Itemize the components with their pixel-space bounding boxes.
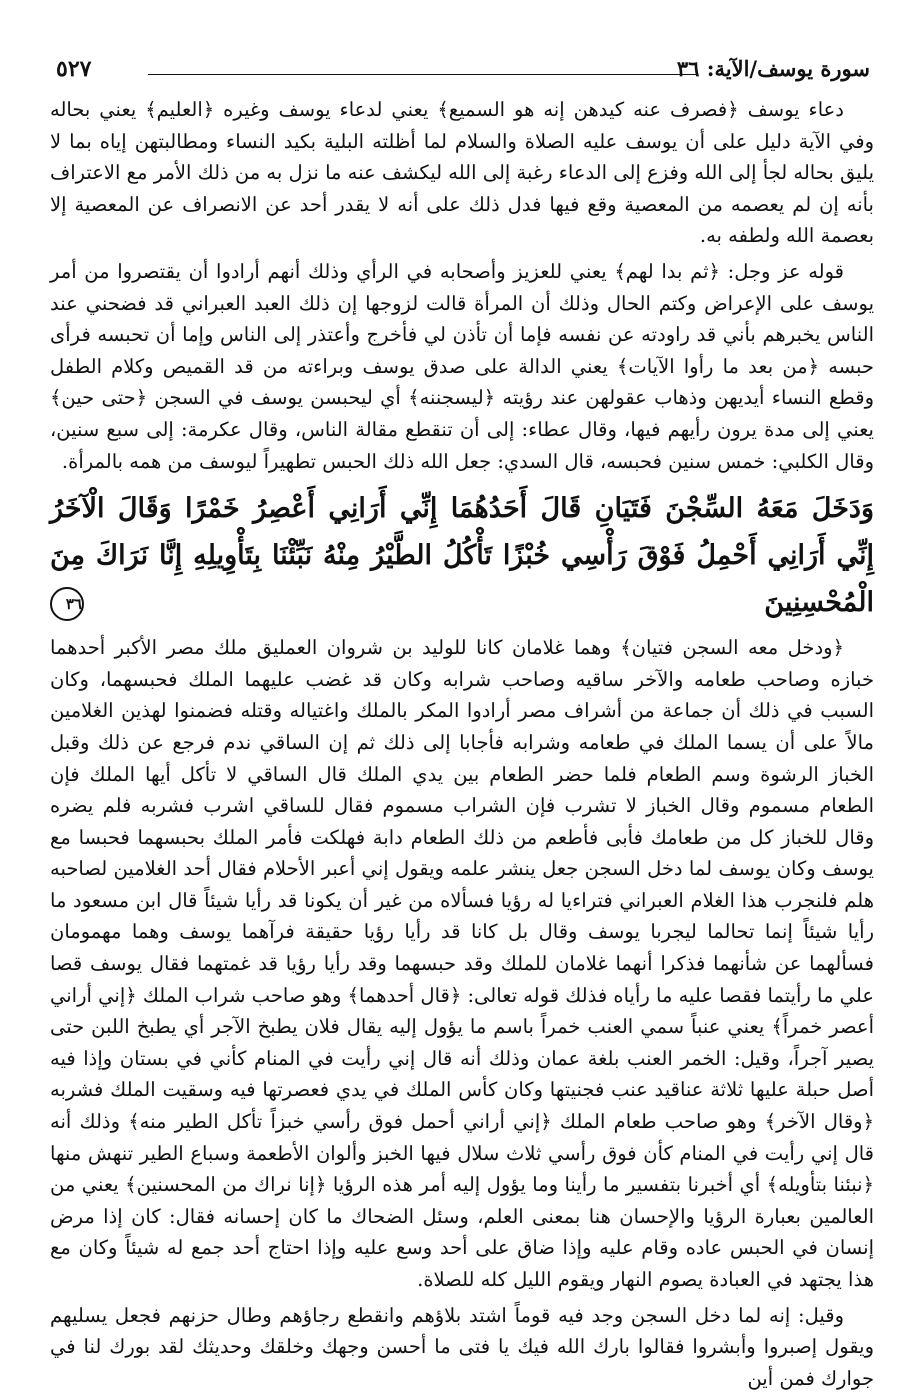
paragraph-2: قوله عز وجل: ﴿ثم بدا لهم﴾ يعني للعزيز وأصحابه في الرأي وذلك أنهم أرادوا أن يقتصروا من أمر يوسف على الإعراض وكتم الحال وذلك أن المرأة قالت لزوجها إن ذلك العبد العبراني قد فضحني عند الناس يخبرهم بأني قد راودته عن نفسه فإما أن تأذن لي فأخرج وأعتذر إلى الناس وإما أن تحبسه فرأى حبسه ﴿من بعد ما رأوا الآيات﴾ يعني الدالة على صدق يوسف وبراءته من قد القميص وكلام الطفل وقطع النساء أيديهن وذهاب عقولهن عند رؤيته ﴿ليسجننه﴾ أي ليحبسن يوسف في السجن ﴿حتى حين﴾ يعني إلى مدة يرون رأيهم فيها، وقال عطاء: إلى أن تنقطع مقالة الناس، وقال عكرمة: إلى سبع سنين، وقال الكلبي: خمس سنين فحبسه، قال السدي: جعل الله ذلك الحبس تطهيراً ليوسف من همه بالمرأة. [50, 259, 874, 473]
verse-text: وَدَخَلَ مَعَهُ السِّجْنَ فَتَيَانِ قَالَ أَحَدُهُمَا إِنِّي أَرَانِي أَعْصِرُ خَمْرًا وَقَالَ الْآخَرُ إِنِّي أَرَانِي أَحْمِلُ فَوْقَ رَأْسِي خُبْزًا تَأْكُلُ الطَّيْرُ مِنْهُ نَبِّئْنَا بِتَأْوِيلِهِ إِنَّا نَرَاكَ مِنَ الْمُحْسِنِينَ [50, 493, 874, 619]
surah-title: سورة يوسف/الآية: ٣٦ [676, 56, 870, 81]
header-rule [148, 74, 696, 75]
commentary-paragraph-1: ﴿ودخل معه السجن فتيان﴾ وهما غلامان كانا للوليد بن شروان العمليق ملك مصر الأكبر أحدهما خبازه وصاحب طعامه والآخر ساقيه وصاحب شرابه وكان قد غضب عليهما الملك فحبسهما، وكان السبب في ذلك أن جماعة من أشراف مصر أرادوا المكر بالملك واغتياله وقتله فضمنوا لهذين الغلامين مالاً على أن يسما الملك في طعامه وشرابه فأجابا إلى ذلك ثم إن الساقي ندم فرجع عن ذلك وقبل الخباز الرشوة وسم الطعام فلما حضر الطعام بين يدي الملك قال الساقي لا تأكل أيها الملك فإن الطعام مسموم وقال الخباز لا تشرب فإن الشراب مسموم فقال للساقي اشرب فشربه فلم يضره وقال للخباز كل من طعامك فأبى فأطعم من ذلك الطعام دابة فهلكت فأمر الملك بحبسهما فحبسا مع يوسف وكان يوسف لما دخل السجن جعل ينشر علمه ويقول إني أعبر الأحلام فقال أحد الغلامين لصاحبه هلم فلنجرب هذا الغلام العبراني فتراءيا له رؤيا فسألاه من غير أن يكونا قد رأيا شيئاً قال ابن مسعود ما رأيا شيئاً إنما تحالما ليجربا يوسف وقال بل كانا قد رأيا رؤيا حقيقة فرآهما يوسف وهما مهمومان فسألهما عن شأنهما فذكرا أنهما غلامان للملك وقد حبسهما وقد رأيا رؤيا قد غمتهما فقال يوسف قصا علي ما رأيتما فقصا عليه ما رأياه فذلك قوله تعالى: ﴿قال أحدهما﴾ وهو صاحب شراب الملك ﴿إني أراني أعصر خمراً﴾ يعني عنباً سمي العنب خمراً باسم ما يؤول إليه يقال فلان يطبخ الآجر أي يطبخ اللبن حتى يصير آجراً، وقيل: الخمر العنب بلغة عمان وذلك أنه قال إني رأيت في المنام كأني في بستان وإذا فيه أصل حبلة عليها ثلاثة عناقيد عنب فجنيتها وكان كأس الملك في يدي فعصرتها فيه وسقيت الملك فشربه ﴿وقال الآخر﴾ وهو صاحب طعام الملك ﴿إني أراني أحمل فوق رأسي خبزاً تأكل الطير منه﴾ وذلك أنه قال إني رأيت في المنام كأن فوق رأسي ثلاث سلال فيها الخبز وألوان الأطعمة وسباع الطير تنهش منها ﴿نبئنا بتأويله﴾ أي أخبرنا بتفسير ما رأينا وما يؤول إليه أمر هذه الرؤيا ﴿إنا نراك من المحسنين﴾ يعني من العالمين بعبارة الرؤيا والإحسان هنا بمعنى العلم، وسئل الضحاك ما كان إحسانه فقال: كان إذا مرض إنسان في الحبس عاده وقام عليه وإذا ضاق على أحد وسع عليه وإذا احتاج أحد جمع له شيئاً وكان مع هذا يجتهد في العبادة يصوم النهار ويقوم الليل كله للصلاة. [50, 636, 875, 1291]
page-number: ٥٢٧ [56, 56, 92, 82]
commentary-paragraph-2: وقيل: إنه لما دخل السجن وجد فيه قوماً اشتد بلاؤهم وانقطع رجاؤهم وطال حزنهم فجعل يسليهم ويقول إصبروا وأبشروا فقالوا بارك الله فيك يا فتى ما أحسن وجهك وخلقك وحديثك لقد بورك لنا في جوارك فمن أين [50, 1303, 874, 1390]
page-body [50, 94, 874, 1394]
page-header [50, 52, 874, 86]
quran-verse [50, 485, 874, 626]
verse-number-marker: ٣٦ [50, 587, 84, 621]
paragraph-1: دعاء يوسف ﴿فصرف عنه كيدهن إنه هو السميع﴾ يعني لدعاء يوسف وغيره ﴿العليم﴾ يعني بحاله وفي الآية دليل على أن يوسف عليه الصلاة والسلام لما أظلته البلية بكيد النساء ومطالبتهن إياه بما لا يليق بحاله لجأ إلى الله وفزع إلى الدعاء رغبة إلى الله ليكشف عنه ما نزل به من ذلك الأمر مع الاعتراف بأنه إن لم يعصمه من المعصية وقع فيها فدل ذلك على أنه لا يقدر أحد عن الانصراف عن المعصية إلا بعصمة الله ولطفه به. [50, 98, 874, 248]
